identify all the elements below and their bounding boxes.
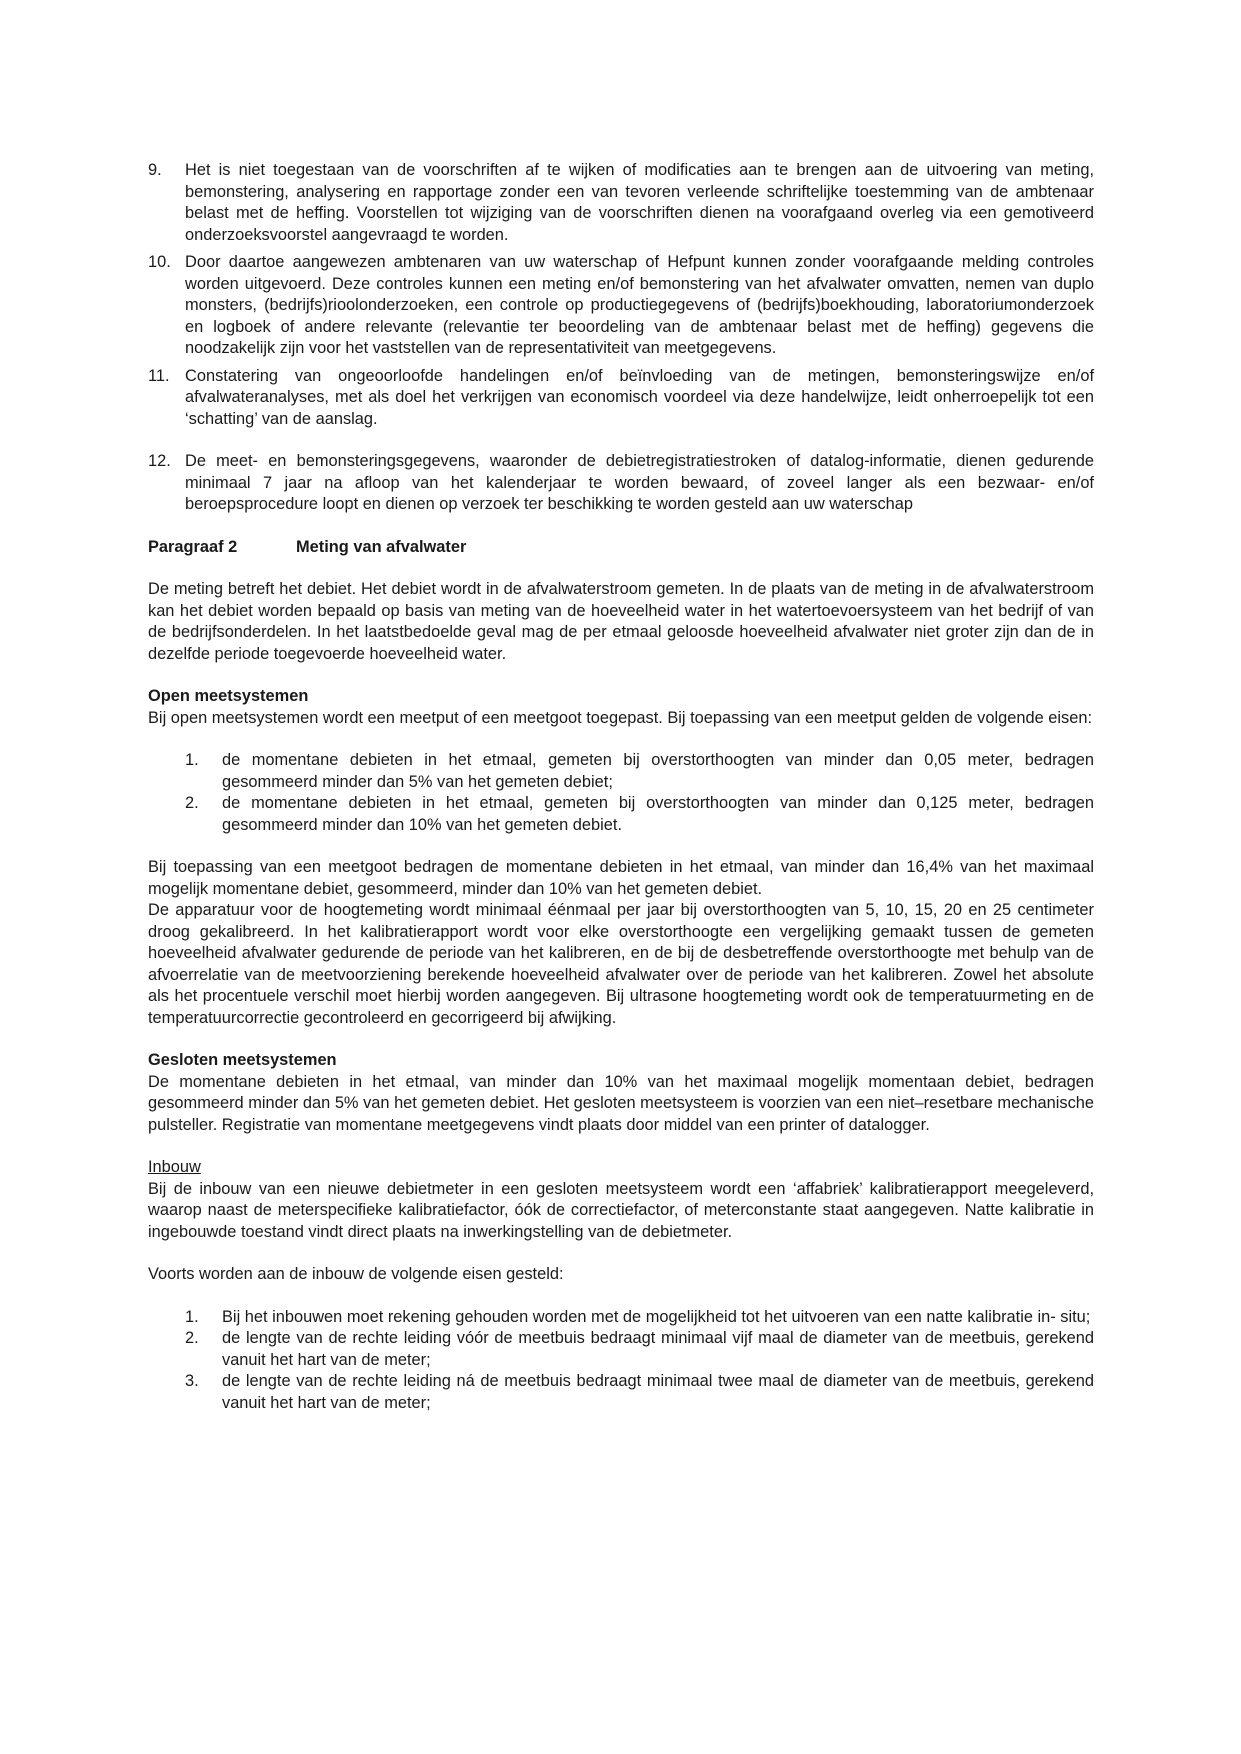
meetgoot-paragraph: Bij toepassing van een meetgoot bedragen de momentane debieten in het etmaal, van minder dan 16,4% van het maximaal mogelijk momentane debiet, gesommeerd, minder dan 10% van het gemeten debiet. [148, 858, 1094, 898]
requirements-intro: Voorts worden aan de inbouw de volgende eisen gesteld: [148, 1265, 564, 1283]
open-systems-heading: Open meetsystemen [148, 687, 309, 705]
section-heading [148, 537, 1094, 559]
rule-number: 12. [148, 452, 171, 470]
section-intro: De meting betreft het debiet. Het debiet wordt in de afvalwaterstroom gemeten. In de plaats van de meting in de afvalwaterstroom kan het debiet worden bepaald op basis van meting van de hoeveelheid water in het watertoevoersysteem van het bedrijf of van de bedrijfsonderdelen. In het laatstbedoelde geval mag de per etmaal geloosde hoeveelheid afvalwater niet groter zijn dan de in dezelfde periode toegevoerde hoeveelheid water. [148, 580, 1094, 663]
list-item [148, 1328, 1094, 1371]
rule-item [148, 160, 1094, 246]
rule-item [148, 252, 1094, 360]
rule-item [148, 366, 1094, 431]
rule-number: 11. [148, 366, 170, 385]
list-text: Bij het inbouwen moet rekening gehouden worden met de mogelijkheid tot het uitvoeren van een natte kalibratie in- situ; [222, 1307, 1091, 1326]
open-systems-list [148, 750, 1094, 836]
inbouw-heading: Inbouw [148, 1158, 201, 1176]
list-number: 3. [185, 1372, 199, 1390]
inbouw-text: Bij de inbouw van een nieuwe debietmeter in een gesloten meetsysteem wordt een ‘affabriek’ kalibratierapport meegeleverd, waarop naast de meterspecifieke kalibratiefactor, óók de correctiefactor, of meterconstante staat aangegeven. Natte kalibratie in ingebouwde toestand vindt direct plaats na inwerkingstelling van de debietmeter. [148, 1179, 1094, 1241]
closed-systems-text: De momentane debieten in het etmaal, van minder dan 10% van het maximaal mogelijk momentaan debiet, bedragen gesommeerd minder dan 5% van het gemeten debiet. Het gesloten meetsysteem is voorzien van een niet–resetbare mechanische pulsteller. Registratie van momentane meetgegevens vindt plaats door middel van een printer of datalogger. [148, 1072, 1094, 1134]
list-text: de momentane debieten in het etmaal, gemeten bij overstorthoogten van minder dan 0,05 meter, bedragen gesommeerd minder dan 5% van het gemeten debiet; [222, 751, 1094, 791]
list-number: 2. [185, 1329, 199, 1347]
list-item [148, 750, 1094, 793]
rule-text: Door daartoe aangewezen ambtenaren van uw waterschap of Hefpunt kunnen zonder voorafgaande melding controles worden uitgevoerd. Deze controles kunnen een meting en/of bemonstering van het afvalwater omvatten, nemen van duplo monsters, (bedrijfs)rioolonderzoeken, een controle op productiegegevens of (bedrijfs)boekhouding, laboratoriumonderzoek en logboek of andere relevante (relevantie ter beoordeling van de ambtenaar belast met de heffing) gegevens die noodzakelijk zijn voor het vaststellen van de representativiteit van meetgegevens. [185, 253, 1094, 357]
rule-number: 10. [148, 253, 171, 271]
rule-number: 9. [148, 161, 162, 179]
rule-text: Het is niet toegestaan van de voorschriften af te wijken of modificaties aan te brengen aan de uitvoering van meting, bemonstering, analysering en rapportage zonder een van tevoren verleende schriftelijke toestemming van de ambtenaar belast met de heffing. Voorstellen tot wijziging van de voorschriften dienen na voorafgaand overleg via een gemotiveerd onderzoeksvoorstel aangevraagd te worden. [185, 161, 1094, 244]
section-title: Meting van afvalwater [296, 537, 467, 556]
document-page [148, 160, 1094, 1414]
section-label: Paragraaf 2 [148, 537, 238, 556]
list-item [148, 1307, 1094, 1329]
rule-text: Constatering van ongeoorloofde handelingen en/of beïnvloeding van de metingen, bemonsteringswijze en/of afvalwateranalyses, met als doel het verkrijgen van economisch voordeel via deze handelwijze, leidt onherroepelijk tot een ‘schatting’ van de aanslag. [185, 366, 1094, 428]
inbouw-list [148, 1307, 1094, 1415]
open-systems-intro: Bij open meetsystemen wordt een meetput of een meetgoot toegepast. Bij toepassing van een meetput gelden de volgende eisen: [148, 708, 1092, 727]
list-number: 1. [185, 751, 199, 769]
list-number: 1. [185, 1307, 199, 1326]
list-text: de lengte van de rechte leiding ná de meetbuis bedraagt minimaal twee maal de diameter van de meetbuis, gerekend vanuit het hart van de meter; [222, 1372, 1094, 1412]
rule-item [148, 451, 1094, 516]
list-text: de lengte van de rechte leiding vóór de meetbuis bedraagt minimaal vijf maal de diameter van de meetbuis, gerekend vanuit het hart van de meter; [222, 1329, 1094, 1369]
rule-text: De meet- en bemonsteringsgegevens, waaronder de debietregistratiestroken of datalog-informatie, dienen gedurende minimaal 7 jaar na afloop van het kalenderjaar te worden bewaard, of zoveel langer als een bezwaar- en/of beroepsprocedure loopt en dienen op verzoek ter beschikking te worden gesteld aan uw waterschap [185, 452, 1094, 513]
list-item [148, 793, 1094, 836]
list-number: 2. [185, 794, 199, 812]
list-text: de momentane debieten in het etmaal, gemeten bij overstorthoogten van minder dan 0,125 meter, bedragen gesommeerd minder dan 10% van het gemeten debiet. [222, 794, 1094, 834]
list-item [148, 1371, 1094, 1414]
calibration-paragraph: De apparatuur voor de hoogtemeting wordt minimaal éénmaal per jaar bij overstorthoogten van 5, 10, 15, 20 en 25 centimeter droog gekalibreerd. In het kalibratierapport wordt voor elke overstorthoogte een vergelijking gemaakt tussen de gemeten hoeveelheid afvalwater gedurende de periode van het kalibreren, en de bij de desbetreffende overstorthoogte met behulp van de afvoerrelatie van de meetvoorziening berekende hoeveelheid afvalwater over de periode van het kalibreren. Zowel het absolute als het procentuele verschil moet hierbij worden aangegeven. Bij ultrasone hoogtemeting wordt ook de temperatuurmeting en de temperatuurcorrectie gecontroleerd en gecorrigeerd bij afwijking. [148, 901, 1094, 1027]
closed-systems-heading: Gesloten meetsystemen [148, 1051, 337, 1069]
